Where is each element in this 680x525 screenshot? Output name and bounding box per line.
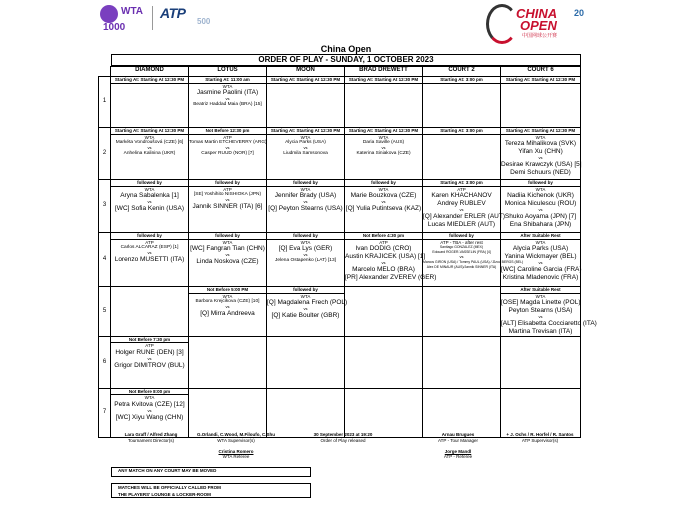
match-cell [345, 77, 423, 128]
footer-tournament-director [112, 432, 190, 443]
versus-label: vs [538, 260, 543, 266]
match-time: Starting At: Starting At 12:30 PM [345, 77, 422, 84]
match-row [99, 336, 581, 388]
court-header: COURT 2 [423, 67, 501, 77]
match-cell [423, 388, 501, 437]
versus-label: vs [147, 250, 152, 256]
match-time: Not Before 5:00 PM [189, 287, 266, 294]
match-cell [501, 128, 581, 180]
tour-label: ATP [379, 239, 388, 245]
tour-label: WTA [535, 293, 546, 299]
china-open-logo-word2: OPEN [520, 18, 557, 33]
match-row [99, 128, 581, 180]
player-name: [WC] Fangran Tian (CHN) [190, 245, 265, 253]
player-name: Alycia Parks (USA) [512, 245, 569, 253]
player-name: Nadiia Kichenok (UKR) [507, 192, 574, 200]
wta-mark-icon [100, 5, 118, 23]
match-cell [501, 388, 581, 437]
player-name: [Q] Alexander ERLER (AUT) [423, 212, 505, 220]
match-cell [423, 287, 501, 337]
tour-label: WTA [378, 134, 389, 140]
versus-label: vs [225, 252, 230, 258]
match-time: Not Before 8:00 pm [111, 389, 188, 396]
match-cell [267, 388, 345, 437]
player-name: Jelena Ostapenko (LAT) [13] [275, 257, 336, 263]
court-header: COURT 6 [501, 67, 581, 77]
match-cell [111, 287, 189, 337]
match-row [99, 388, 581, 437]
footer-role: WTA Supervisor(s) [217, 437, 255, 443]
match-cell [345, 336, 423, 388]
match-cell [501, 180, 581, 233]
player-name: [Q] Magdalena Frech (POL) [267, 299, 348, 307]
row-number: 6 [99, 336, 111, 388]
footer-name: G.Orlandi, C.Wood, M.Filoufo, C.Shu [197, 432, 275, 437]
china-open-logo-badge: 20 [574, 8, 585, 18]
match-cell [267, 233, 345, 287]
notice-match-moved [111, 467, 311, 477]
china-open-logo [486, 2, 586, 40]
player-name: Alex DE MINAUR (AUS)/Jannik SINNER (ITA) [426, 264, 497, 269]
match-time: followed by [189, 180, 266, 187]
match-cell [423, 77, 501, 128]
match-time: Starting At: 3:00 pm [423, 77, 500, 84]
notice-match-called [111, 483, 311, 498]
versus-label: vs [381, 145, 386, 151]
match-row [99, 287, 581, 337]
row-number: 3 [99, 180, 111, 233]
tour-label: WTA [222, 293, 233, 299]
versus-label: vs [459, 207, 464, 213]
footer-role: ATP Supervisor(s) [521, 437, 559, 443]
tour-label: ATP [145, 239, 154, 245]
logo-bar [0, 0, 680, 40]
footer-role: ATP - Referee [443, 454, 473, 459]
player-name: Ivan DODIG (CRO) [355, 245, 412, 253]
player-name: Austin KRAJICEK (USA) [1] [345, 253, 426, 261]
match-cell [345, 388, 423, 437]
versus-label: vs [147, 199, 152, 205]
match-cell [189, 388, 267, 437]
player-name: Kristina Mladenovic (FRA) [502, 273, 579, 281]
player-name: [Q] Eva Lys (GER) [278, 245, 333, 253]
player-name: Monica Niculescu (ROU) [504, 200, 577, 208]
row-number: 1 [99, 77, 111, 128]
versus-label: vs [147, 407, 152, 413]
player-name: Markéta Vondroušová (CZE) [6] [115, 140, 184, 146]
footer-role: Order of Play released [320, 437, 366, 443]
player-name: [WC] Caroline Garcia (FRA) [501, 265, 582, 273]
tournament-title: China Open [320, 44, 372, 54]
player-name: [WC] Sofia Kenin (USA) [115, 204, 184, 212]
logo-divider [152, 6, 153, 30]
versus-label: vs [538, 155, 543, 161]
versus-label: vs [225, 96, 230, 102]
match-cell [501, 336, 581, 388]
player-name: Karen KHACHANOV [431, 192, 492, 200]
match-cell [111, 180, 189, 233]
match-time: After Suitable Rest [501, 233, 580, 240]
match-cell [189, 287, 267, 337]
tour-label: ATP [223, 134, 232, 140]
footer-wta-supervisor [194, 432, 278, 460]
match-time: followed by [189, 233, 266, 240]
footer-atp-tour-manager [420, 432, 496, 460]
match-cell [189, 77, 267, 128]
match-cell [111, 336, 189, 388]
tour-label: WTA [535, 134, 546, 140]
match-cell [267, 180, 345, 233]
player-name: Carlos ALCARAZ (ESP) [1] [120, 245, 179, 251]
player-name: Aryna Sabalenka [1] [120, 192, 179, 200]
player-name: Marie Bouzkova (CZE) [350, 192, 417, 200]
tour-label: WTA [300, 186, 311, 192]
player-name: Peyton Stearns (USA) [508, 307, 573, 315]
footer-name: + J. Ochs / R. Horfel / R. Santos [506, 432, 574, 437]
match-time: followed by [267, 180, 344, 187]
footer-role: WTA Referee [222, 454, 250, 459]
atp-logo-text: ATP [160, 5, 186, 21]
footer-role: Tournament Director(s) [127, 437, 174, 443]
match-row [99, 77, 581, 128]
player-name: [SE] Yoshihito NISHIOKA (JPN) [193, 192, 262, 198]
tour-label: WTA [144, 186, 155, 192]
player-name: Casper RUUD (NOR) [7] [201, 150, 254, 156]
player-name: Daria Saville (AUS) [362, 140, 405, 146]
wta-1000-logo [100, 5, 144, 35]
player-name: [PR] Alexander ZVEREV (GER) [345, 273, 437, 281]
tour-label: ATP [223, 186, 232, 192]
match-cell [345, 180, 423, 233]
tour-label: WTA [144, 134, 155, 140]
versus-label: vs [381, 260, 386, 266]
player-name: Yifan Xu (CHN) [518, 148, 563, 156]
footer-name: Lara Graff / Alfred Zhang [124, 432, 178, 437]
match-time: Starting At: Starting At 12:30 PM [345, 128, 422, 135]
match-time: Starting At: Starting At 12:30 PM [111, 128, 188, 135]
match-time: followed by [267, 287, 344, 294]
versus-label: vs [538, 314, 543, 320]
court-header: MOON [267, 67, 345, 77]
footer-name: 30 September 2023 at 19:20 [313, 432, 373, 437]
match-cell [267, 287, 348, 337]
match-row [99, 233, 581, 287]
player-name: Demi Schuurs (NED) [510, 168, 571, 176]
tour-label: ATP [145, 343, 154, 349]
notice-text: ANY MATCH ON ANY COURT MAY BE MOVED [118, 468, 217, 473]
player-name: Martina Trevisan (ITA) [508, 327, 573, 335]
match-time: Starting At: Starting At 12:30 PM [111, 77, 188, 84]
versus-label: vs [147, 355, 152, 361]
tour-label: ATP [457, 186, 466, 192]
player-name: Tomas Martin ETCHEVERRY (ARG) [189, 140, 267, 146]
match-cell [423, 128, 501, 180]
tour-label: WTA [222, 83, 233, 89]
player-name: Edouard ROGER-VASSELIN (FRA) [4] [432, 250, 491, 255]
versus-label: vs [225, 145, 230, 151]
match-time: Starting At: Starting At 12:30 PM [501, 128, 580, 135]
match-cell [423, 336, 501, 388]
player-name: Alycia Parks (USA) [285, 140, 326, 146]
player-name: Andrey RUBLEV [437, 200, 486, 208]
match-time: Starting At: 3:00 pm [423, 128, 500, 135]
player-name: Marcos GIRON (USA) / Tommy PAUL (USA) / Zizou BERGS (BEL) [423, 259, 524, 264]
match-cell [267, 77, 345, 128]
match-time: Not Before 4:30 pm [345, 233, 422, 240]
versus-label: vs [459, 254, 464, 260]
match-cell [189, 233, 267, 287]
player-name: Liudmila Samsonova [283, 150, 328, 156]
player-name: [WC] Xiyu Wang (CHN) [115, 413, 184, 421]
match-cell [111, 128, 189, 180]
footer-role: ATP - Tour Manager [437, 437, 479, 443]
order-of-play-table [98, 66, 597, 438]
player-name: Tereza Mihalikova (SVK) [504, 140, 577, 148]
match-time: Starting At: Starting At 12:30 PM [267, 128, 344, 135]
match-row [99, 180, 581, 233]
player-name: Linda Noskova (CZE) [196, 257, 259, 265]
versus-label: vs [303, 199, 308, 205]
player-name: [Q] Mirra Andreeva [200, 309, 255, 317]
wta-1000-text: 1000 [103, 22, 126, 33]
match-time: After Suitable Rest [501, 287, 580, 294]
match-cell [267, 128, 345, 180]
row-number: 7 [99, 388, 111, 437]
match-cell [345, 128, 423, 180]
player-name: [OSE] Magda Linette (POL) [501, 299, 581, 307]
notice-text-line2: THE PLAYERS' LOUNGE & LOCKER-ROOM [118, 491, 211, 497]
versus-label: vs [303, 306, 308, 312]
footer-release-time [300, 432, 386, 443]
match-time: followed by [267, 233, 344, 240]
player-name: [ALT] Elisabetta Cocciaretto (ITA) [501, 319, 597, 327]
versus-label: vs [147, 145, 152, 151]
player-name: Santiago GONZALEZ (MEX) [439, 245, 484, 250]
tour-label: ATP - TBA - after rest [440, 239, 483, 245]
versus-label: vs [538, 207, 543, 213]
player-name: Grigor DIMITROV (BUL) [114, 361, 185, 369]
order-of-play-header: ORDER OF PLAY - SUNDAY, 1 OCTOBER 2023 [111, 54, 581, 66]
tour-label: WTA [300, 239, 311, 245]
match-cell [345, 233, 437, 287]
row-number: 5 [99, 287, 111, 337]
match-time: Starting At: 3:00 pm [423, 180, 500, 187]
player-name: Jasmine Paolini (ITA) [196, 89, 259, 97]
match-time: Starting At: Starting At 12:30 PM [501, 77, 580, 84]
footer-name: Jorge Mandl [444, 448, 472, 454]
tour-label: WTA [300, 134, 311, 140]
footer-name: Arnau Brugues [441, 432, 475, 437]
match-cell [111, 233, 189, 287]
player-name: Petra Kvitova (CZE) [12] [114, 400, 185, 408]
match-cell [111, 388, 189, 437]
player-name: Yanina Wickmayer (BEL) [504, 253, 577, 261]
match-time: followed by [345, 180, 422, 187]
tour-label: WTA [378, 186, 389, 192]
tour-label: WTA [300, 293, 311, 299]
versus-label: vs [303, 145, 308, 151]
match-time: followed by [111, 233, 188, 240]
match-time: followed by [501, 180, 580, 187]
tour-label: WTA [222, 239, 233, 245]
versus-label: vs [381, 199, 386, 205]
row-number: 2 [99, 128, 111, 180]
row-number: 4 [99, 233, 111, 287]
player-name: Lorenzo MUSETTI (ITA) [114, 255, 185, 263]
match-cell [501, 287, 597, 337]
player-name: Anhelina Kalinina (UKR) [123, 150, 176, 156]
player-name: Holger RUNE (DEN) [3] [115, 348, 184, 356]
match-cell [267, 336, 345, 388]
footer-atp-supervisor [500, 432, 580, 443]
header-spacer [99, 67, 111, 77]
tour-label: WTA [535, 239, 546, 245]
match-time: followed by [111, 180, 188, 187]
china-open-swirl-icon [486, 4, 518, 44]
player-name: Jennifer Brady (USA) [274, 192, 337, 200]
versus-label: vs [225, 197, 230, 203]
court-header: LOTUS [189, 67, 267, 77]
match-time: Starting At: Starting At 12:30 PM [267, 77, 344, 84]
player-name: [Q] Yulia Putintseva (KAZ) [345, 204, 422, 212]
player-name: Lucas MIEDLER (AUT) [427, 220, 496, 228]
match-cell [111, 77, 189, 128]
china-open-logo-word1: CHINA [516, 6, 558, 21]
match-cell [189, 180, 267, 233]
footer-name: Cristina Romero [218, 448, 254, 454]
player-name: Jannik SINNER (ITA) [6] [192, 202, 263, 210]
match-time: Not Before 7:30 pm [111, 337, 188, 344]
match-cell [501, 77, 581, 128]
court-header: DIAMOND [111, 67, 189, 77]
court-header: BRAD DREWETT [345, 67, 423, 77]
match-cell [189, 128, 267, 180]
player-name: Beatriz Haddad Maia (BRA) [15] [193, 101, 262, 107]
player-name: Katerina Siniakova (CZE) [356, 150, 411, 156]
tour-label: WTA [144, 395, 155, 401]
match-cell [423, 180, 505, 233]
versus-label: vs [303, 252, 308, 258]
player-name: Shuko Aoyama (JPN) [7] [504, 212, 577, 220]
china-open-logo-cn: 中国网球公开赛 [522, 33, 558, 39]
player-name: Ena Shibahara (JPN) [509, 220, 572, 228]
player-name: Marcelo MELO (BRA) [352, 265, 415, 273]
match-cell [501, 233, 581, 287]
match-time: followed by [423, 233, 500, 240]
player-name: [Q] Katie Boulter (GBR) [271, 311, 340, 319]
match-cell [189, 336, 267, 388]
player-name: Barbora Krejcikova (CZE) [10] [195, 299, 260, 305]
player-name: Desirae Krawczyk (USA) [5] [501, 160, 582, 168]
versus-label: vs [225, 304, 230, 310]
notice-text-line1: MATCHES WILL BE OFFICIALLY CALLED FROM [118, 485, 221, 490]
match-time: Not Before 12:30 pm [189, 128, 266, 135]
match-cell [345, 287, 423, 337]
wta-logo-text: WTA [121, 6, 144, 17]
tour-label: WTA [535, 186, 546, 192]
player-name: [Q] Peyton Stearns (USA) [268, 204, 343, 212]
match-time: Starting At: 11:00 am [189, 77, 266, 84]
atp-500-text: 500 [197, 17, 211, 26]
